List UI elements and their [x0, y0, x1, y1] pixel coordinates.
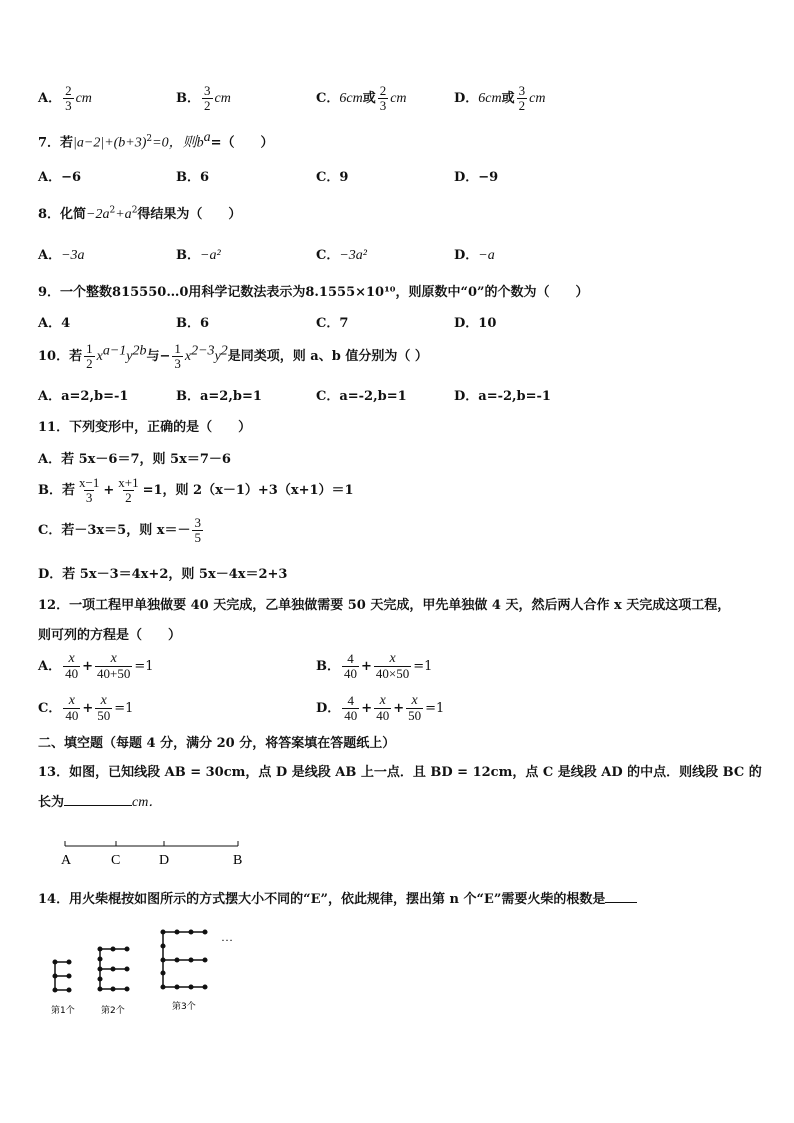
- numerator: 3: [204, 83, 211, 98]
- q12-stem-line2: 则可列的方程是（ ）: [38, 628, 182, 643]
- option-label: D．: [316, 701, 341, 716]
- q9-option-b: B．6: [176, 316, 210, 331]
- expression: b: [196, 135, 204, 151]
- q9-option-d: D．10: [454, 316, 497, 331]
- expression: −3a: [61, 248, 85, 263]
- q14-stem: [38, 888, 637, 907]
- q8-option-a: [38, 244, 85, 264]
- label-a: A: [61, 853, 72, 868]
- q12-option-a: A． $\frac{x}{40}$ + $\frac{x}{40+50}$ =1: [38, 651, 154, 681]
- label-c: C: [111, 853, 121, 868]
- exponent: 2: [220, 343, 228, 359]
- numerator: x: [379, 693, 386, 708]
- q6-option-c: [316, 84, 407, 113]
- exponent: 2: [146, 134, 153, 144]
- denominator: 40×50: [375, 666, 410, 681]
- stem-text: 是同类项，则 a、b 值分别为（ ）: [227, 349, 428, 364]
- q7-option-b: B．6: [176, 170, 210, 185]
- denominator: 40: [344, 708, 358, 723]
- fraction: [63, 84, 74, 113]
- caption-2: 第2个: [101, 1006, 125, 1016]
- variable: x: [96, 349, 103, 364]
- fraction: [95, 694, 112, 723]
- numerator: x: [68, 651, 75, 666]
- fraction: [63, 694, 80, 723]
- q11-stem: 11．下列变形中，正确的是（ ）: [38, 420, 252, 435]
- caption-1: 第1个: [51, 1006, 75, 1016]
- denominator: 3: [379, 98, 387, 113]
- operator: +: [103, 483, 115, 498]
- fraction: [77, 476, 101, 505]
- denominator: 5: [194, 530, 201, 545]
- exponent: 2−3: [191, 343, 215, 359]
- expression: +a: [115, 207, 132, 222]
- stem-text: 8．化简: [38, 207, 87, 222]
- numerator: x: [68, 693, 75, 708]
- denominator: 2: [204, 98, 211, 113]
- option-text: C．若－3x＝5，则 x＝－: [38, 523, 191, 538]
- numerator: x: [411, 693, 418, 708]
- equals: =1: [413, 659, 433, 674]
- unit: cm: [529, 91, 546, 106]
- q6-option-b: [176, 84, 231, 113]
- denominator: 50: [408, 708, 422, 723]
- q7-option-a: A．−6: [38, 170, 82, 185]
- stem-text: 得结果为（ ）: [137, 207, 242, 222]
- fraction: [84, 342, 95, 371]
- q9-option-c: C．7: [316, 316, 349, 331]
- q7-option-d: D．−9: [454, 170, 499, 185]
- denominator: 40+50: [97, 666, 131, 681]
- equals: =1: [114, 701, 134, 716]
- stem-text: 与−: [146, 349, 171, 364]
- q12-option-b: B． $\frac{4}{40}$ + $\frac{x}{40\times 50}$ =1: [316, 651, 433, 681]
- expression: |a−2|+(b+3): [73, 135, 147, 151]
- q12-option-c: C． $\frac{x}{40}$ + $\frac{x}{50}$ =1: [38, 693, 134, 723]
- fraction: [378, 84, 389, 113]
- q11-option-d: D．若 5x－3＝4x+2，则 5x－4x＝2+3: [38, 567, 288, 582]
- q7-stem: [38, 130, 274, 151]
- expression: −a²: [200, 248, 221, 263]
- stem-text: =（ ）: [210, 135, 274, 151]
- q11-option-c: [38, 516, 205, 545]
- denominator: 40: [65, 708, 79, 723]
- or-text: 或: [501, 91, 515, 106]
- option-label: D．: [454, 248, 479, 263]
- denominator: 3: [65, 98, 72, 113]
- label-b: B: [233, 853, 243, 868]
- expression: −2a: [86, 207, 110, 222]
- q10-option-c: C．a=-2,b=1: [316, 389, 407, 404]
- option-label: C．: [316, 91, 340, 106]
- fraction: [517, 84, 528, 113]
- exponent: 2: [109, 205, 116, 216]
- option-label: C．: [316, 248, 340, 263]
- numerator: 4: [347, 651, 354, 666]
- unit: cm: [75, 91, 92, 106]
- label-d: D: [159, 853, 170, 868]
- option-label: C．: [38, 701, 62, 716]
- fraction: [406, 694, 423, 723]
- q9-stem: 9．一个整数815550…0用科学记数法表示为8.1555×10¹⁰，则原数中“0”的个数为（ ）: [38, 285, 589, 300]
- q10-option-b: B．a=2,b=1: [176, 389, 262, 404]
- q7-option-c: C．9: [316, 170, 349, 185]
- figure-e-3: [161, 930, 207, 989]
- q11-option-a: A．若 5x－6＝7，则 5x＝7－6: [38, 452, 231, 467]
- fraction: [374, 652, 411, 681]
- q6-option-a: [38, 84, 92, 113]
- equals: =1: [425, 701, 445, 716]
- stem-text: 10．若: [38, 349, 83, 364]
- expression: −3a²: [339, 248, 368, 263]
- numerator: 2: [65, 83, 72, 98]
- q10-option-d: D．a=-2,b=-1: [454, 389, 551, 404]
- denominator: 50: [97, 708, 111, 723]
- denominator: 3: [85, 490, 93, 505]
- q9-option-a: A．4: [38, 316, 71, 331]
- numerator: x: [389, 651, 396, 666]
- option-label: A．: [38, 91, 62, 106]
- exponent: a: [203, 130, 211, 145]
- variable: x: [184, 349, 192, 364]
- option-label: A．: [38, 248, 62, 263]
- ellipsis: …: [221, 930, 233, 944]
- fraction: [116, 476, 140, 505]
- caption-3: 第3个: [172, 1002, 196, 1012]
- numerator: x−1: [79, 475, 100, 490]
- q8-option-d: [454, 244, 495, 264]
- expression: =0，则: [152, 135, 197, 151]
- exponent: a−1: [102, 343, 127, 359]
- figure-e-1: [53, 960, 71, 992]
- numerator: 3: [194, 515, 201, 530]
- or-text: 或: [362, 91, 376, 106]
- equals: =1: [134, 659, 154, 674]
- fraction: [342, 652, 359, 681]
- q13-stem-line1: 13．如图，已知线段 AB = 30cm，点 D 是线段 AB 上一点．且 BD = 12cm，点 C 是线段 AD 的中点．则线段 BC 的: [38, 765, 762, 780]
- answer-blank[interactable]: [64, 793, 132, 806]
- numerator: 4: [347, 693, 355, 708]
- option-label: B．若: [38, 483, 75, 498]
- option-label: A．: [38, 659, 62, 674]
- option-label: B．: [176, 248, 200, 263]
- q13-stem-line2: [38, 791, 162, 811]
- denominator: 40: [344, 666, 357, 681]
- numerator: 2: [379, 83, 387, 98]
- fraction: [95, 652, 132, 681]
- expression: −a: [478, 248, 495, 263]
- fraction: [192, 516, 203, 545]
- variable: y: [214, 349, 221, 364]
- matchstick-e-figure: [45, 925, 245, 1020]
- q10-stem: [38, 342, 428, 371]
- numerator: x+1: [118, 475, 139, 490]
- variable: y: [126, 349, 133, 364]
- fraction: [202, 84, 213, 113]
- fraction: [374, 694, 391, 723]
- exponent: 2b: [132, 343, 147, 359]
- option-label: D．: [454, 91, 479, 106]
- numerator: x: [110, 651, 117, 666]
- denominator: 40: [65, 666, 79, 681]
- segment-diagram: [55, 836, 255, 868]
- q12-stem-line1: 12．一项工程甲单独做要 40 天完成，乙单独做需要 50 天完成，甲先单独做 4 天，然后两人合作 x 天完成这项工程，: [38, 598, 731, 613]
- section-title: 二、填空题（每题 4 分，满分 20 分，将答案填在答题纸上）: [38, 736, 396, 751]
- denominator: 40: [376, 708, 390, 723]
- fraction: [172, 342, 183, 371]
- numerator: 1: [86, 341, 93, 356]
- denominator: 3: [174, 356, 181, 371]
- unit: cm．: [132, 795, 163, 810]
- answer-blank[interactable]: [605, 890, 637, 903]
- q12-option-d: D． $\frac{4}{40}$ + $\frac{x}{40}$ + $\frac{x}{50}$ =1: [316, 693, 445, 723]
- q8-option-c: [316, 244, 367, 264]
- stem-text: 7．若: [38, 135, 74, 151]
- numerator: 3: [518, 83, 526, 98]
- value: 6cm: [478, 91, 502, 106]
- denominator: 2: [518, 98, 526, 113]
- stem-text: 14．用火柴棍按如图所示的方式摆大小不同的“E”，依此规律，摆出第 n 个“E”需要火柴的根数是: [38, 892, 606, 907]
- q11-option-b: [38, 476, 354, 505]
- exponent: 2: [131, 205, 138, 216]
- numerator: 1: [174, 341, 181, 356]
- option-label: B．: [316, 659, 340, 674]
- q6-option-d: [454, 84, 545, 113]
- option-text: =1，则 2（x－1）+3（x+1）＝1: [142, 483, 354, 498]
- option-label: B．: [176, 91, 200, 106]
- fraction: [63, 652, 80, 681]
- value: 6cm: [339, 91, 363, 106]
- q10-option-a: A．a=2,b=-1: [38, 389, 129, 404]
- unit: cm: [214, 91, 231, 106]
- q8-option-b: [176, 244, 221, 264]
- unit: cm: [390, 91, 407, 106]
- denominator: 2: [125, 490, 132, 505]
- fraction: [342, 694, 359, 723]
- q8-stem: [38, 203, 241, 223]
- numerator: x: [100, 693, 107, 708]
- stem-text: 长为: [38, 795, 65, 810]
- figure-e-2: [98, 947, 129, 991]
- denominator: 2: [86, 356, 93, 371]
